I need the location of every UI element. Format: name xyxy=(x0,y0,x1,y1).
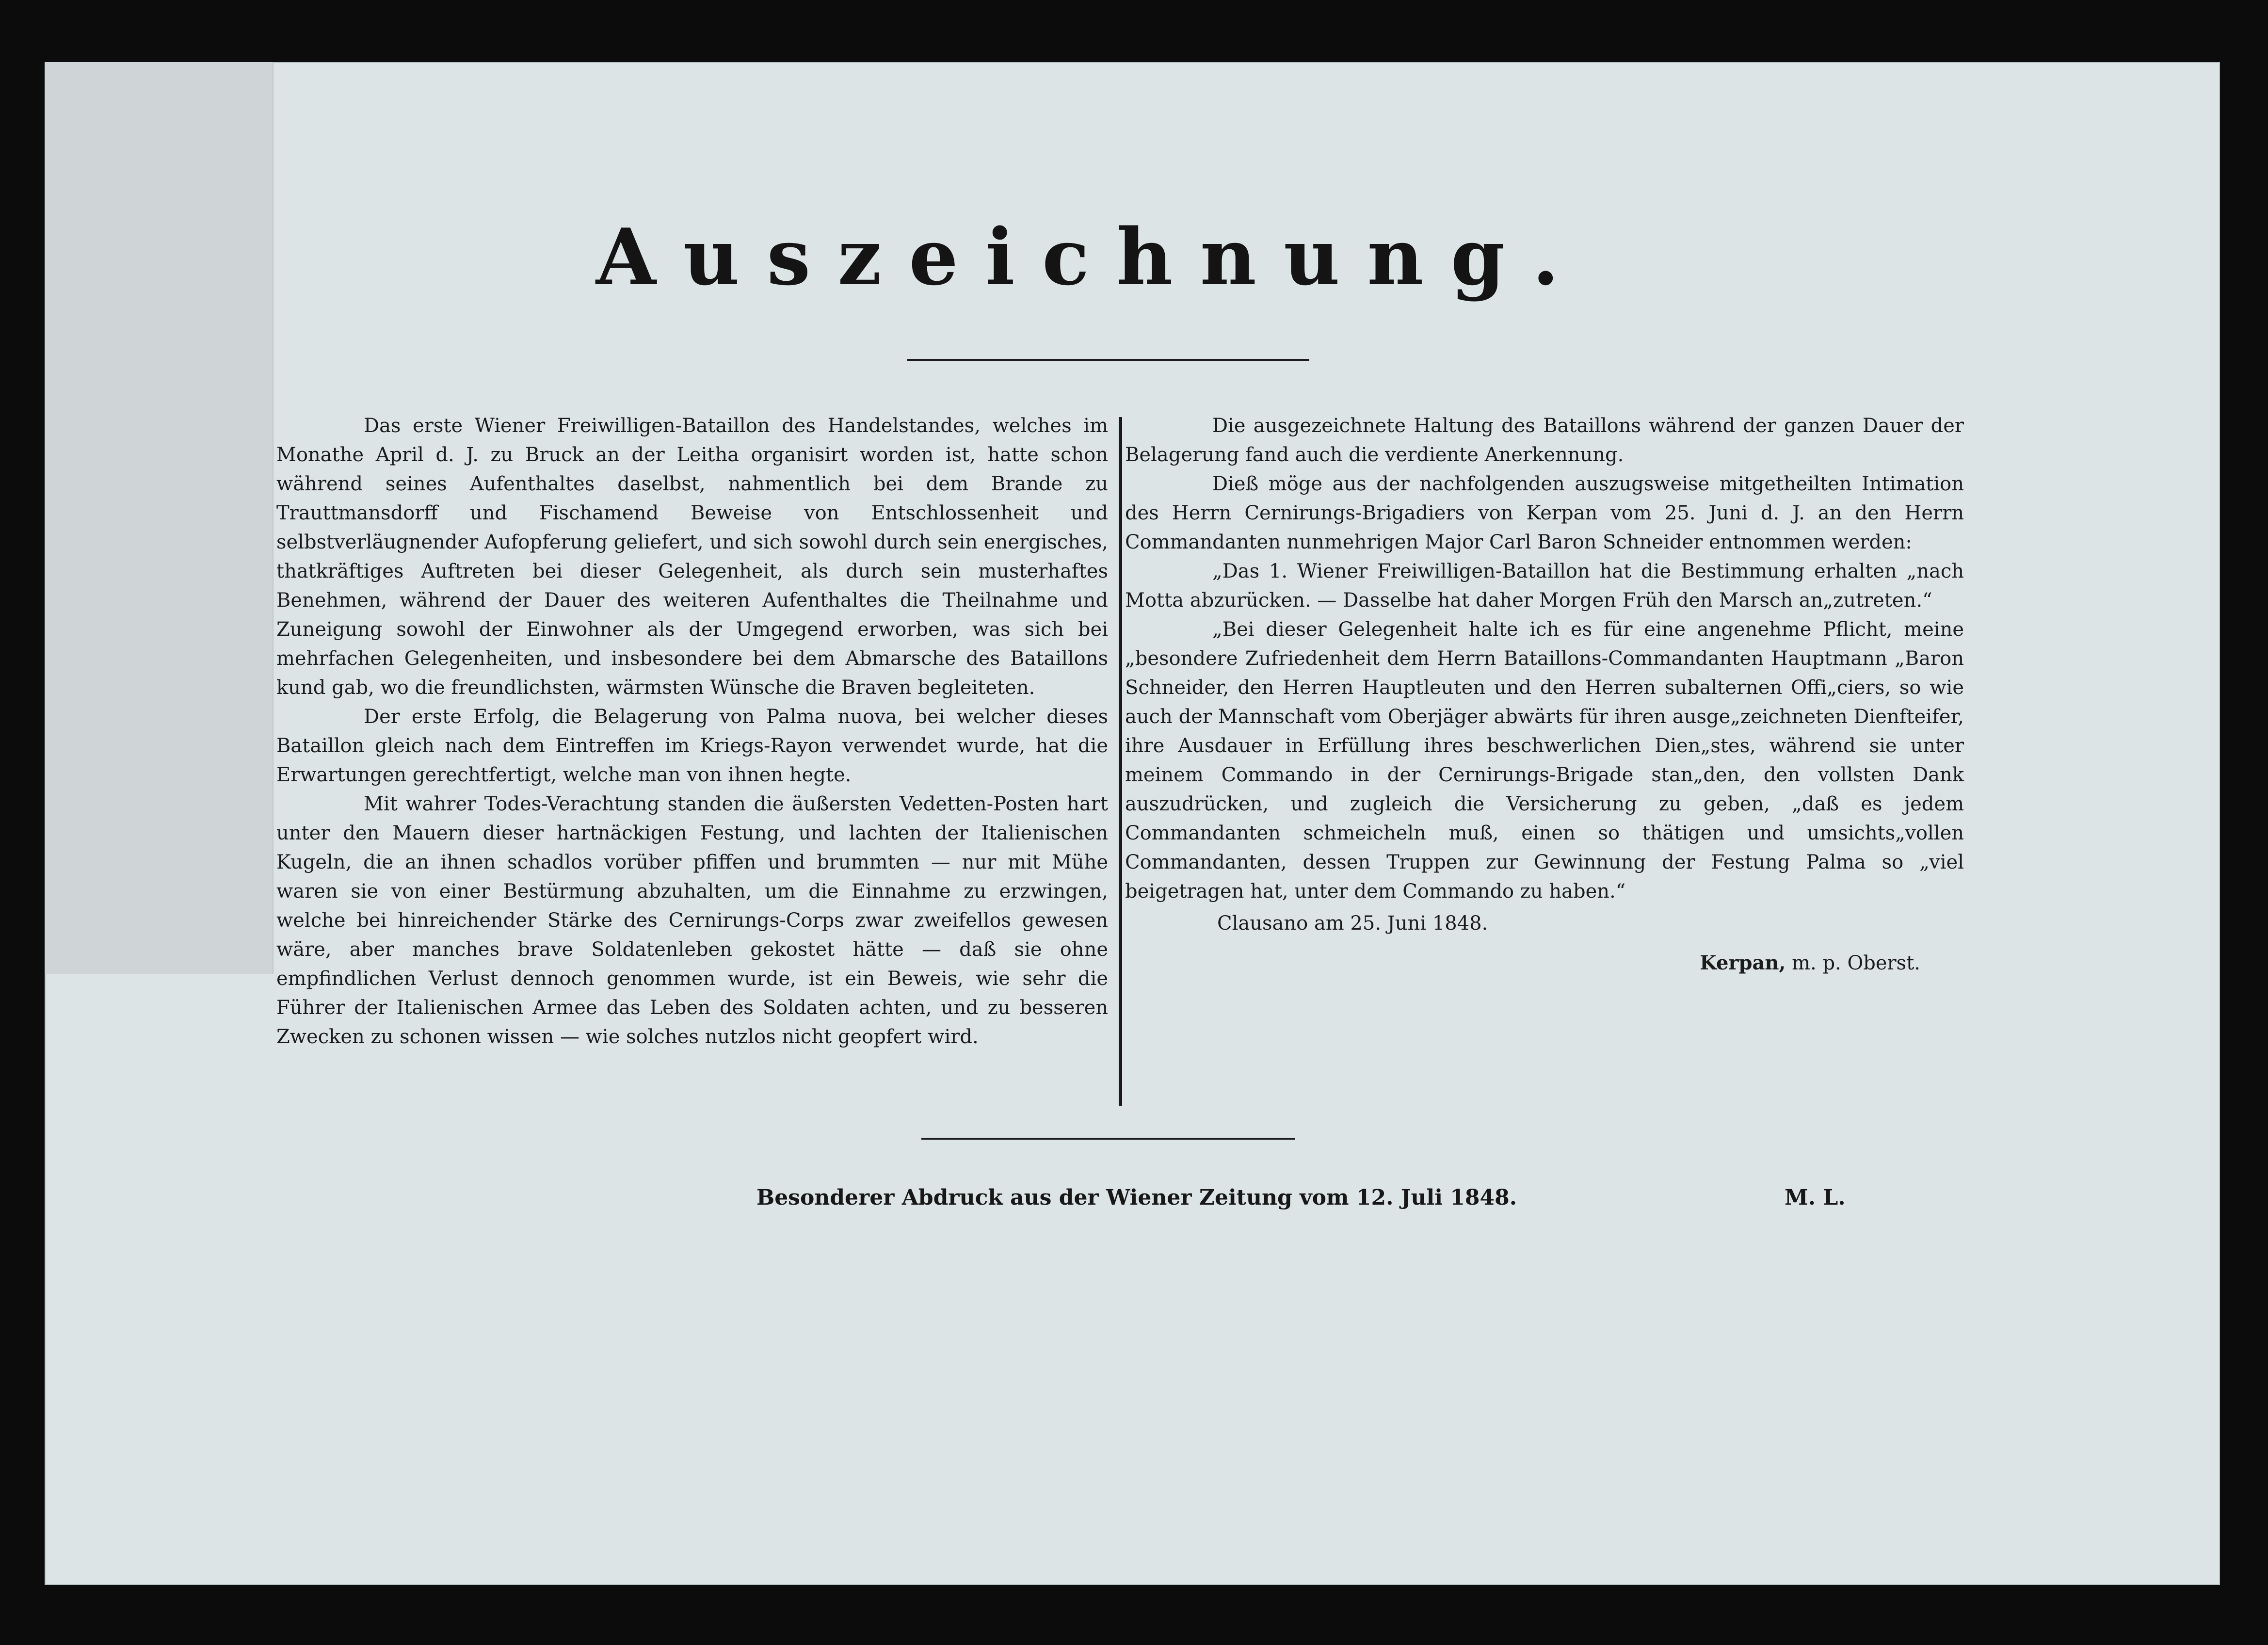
left-paragraph-1: Das erste Wiener Freiwilligen-Bataillon des Handelstandes, welches im Monathe April d. J. zu Bruck an der Leitha organisirt worden ist, hatte schon während seines Aufenthaltes daselbst, nahmentlich bei dem Brande zu Trauttmansdorff und Fischamend Beweise von Entschlossenheit und selbstverläugnender Aufopferung geliefert, und sich sowohl durch sein energisches, thatkräftiges Auftreten bei dieser Gelegenheit, als durch sein musterhaftes Benehmen, während der Dauer des weiteren Aufenthaltes die Theilnahme und Zuneigung sowohl der Einwohner als der Umgegend erworben, was sich bei mehrfachen Gelegenheiten, und insbesondere bei dem Abmarsche des Bataillons kund gab, wo die freundlichsten, wärmsten Wünsche die Braven begleiteten. xyxy=(276,415,1108,699)
right-column xyxy=(1125,411,1964,978)
footer-rule xyxy=(921,1138,1295,1140)
signature-suffix: m. p. Oberst. xyxy=(1792,952,1920,974)
left-paragraph-3: Mit wahrer Todes-Verachtung standen die äußersten Vedetten-Posten hart unter den Mauern dieser hartnäckigen Festung, und lachten der Italienischen Kugeln, die an ihnen schadlos vorüber pfiffen und brummten — nur mit Mühe waren sie von einer Bestürmung abzuhalten, um die Einnahme zu erzwingen, welche bei hinreichender Stärke des Cernirungs-Corps zwar zweifellos gewesen wäre, aber manches brave Soldatenleben gekostet hätte — daß sie ohne empfindlichen Verlust dennoch genommen wurde, ist ein Beweis, wie sehr die Führer der Italienischen Armee das Leben des Soldaten achten, und zu besseren Zwecken zu schonen wissen — wie solches nutzlos nicht geopfert wird. xyxy=(276,793,1108,1048)
signature xyxy=(1125,949,1964,978)
left-paragraph-2: Der erste Erfolg, die Belagerung von Palma nuova, bei welcher dieses Bataillon gleich nach dem Eintreffen im Kriegs-Rayon verwendet wurde, hat die Erwartungen gerechtfertigt, welche man von ihnen hegte. xyxy=(276,706,1108,786)
dateline: Clausano am 25. Juni 1848. xyxy=(1217,912,1488,935)
tissue-overlay xyxy=(45,62,273,974)
title-rule xyxy=(907,359,1309,361)
signature-name: Kerpan, xyxy=(1700,952,1786,974)
column-divider xyxy=(1119,417,1122,1106)
document-title: Auszeichnung. xyxy=(595,211,1587,303)
left-column xyxy=(276,411,1108,1051)
right-paragraph-3: „Das 1. Wiener Freiwilligen-Bataillon hat die Bestimmung erhalten „nach Motta abzurücken. — Dasselbe hat daher Morgen Früh den Marsch an„zutreten.“ xyxy=(1125,560,1964,612)
right-paragraph-1: Die ausgezeichnete Haltung des Bataillons während der ganzen Dauer der Belagerung fand auch die verdiente Anerkennung. xyxy=(1125,415,1964,466)
initials: M. L. xyxy=(1785,1185,1846,1210)
right-paragraph-4: „Bei dieser Gelegenheit halte ich es für eine angenehme Pflicht, meine „besondere Zufriedenheit dem Herrn Bataillons-Commandanten Hauptmann „Baron Schneider, den Herren Hauptleuten und den Herren subalternen Offi„ciers, so wie auch der Mannschaft vom Oberjäger abwärts für ihren ausge„zeichneten Dienfteifer, ihre Ausdauer in Erfüllung ihres beschwerlichen Dien„stes, während sie unter meinem Commando in der Cernirungs-Brigade stan„den, den vollsten Dank auszudrücken, und zugleich die Versicherung zu geben, „daß es jedem Commandanten schmeicheln muß, einen so thätigen und umsichts„vollen Commandanten, dessen Truppen zur Gewinnung der Festung Palma so „viel beigetragen hat, unter dem Commando zu haben.“ xyxy=(1125,618,1964,903)
imprint-line: Besonderer Abdruck aus der Wiener Zeitung vom 12. Juli 1848. xyxy=(756,1185,1517,1210)
right-paragraph-2: Dieß möge aus der nachfolgenden auszugsweise mitgetheilten Intimation des Herrn Cernirungs-Brigadiers von Kerpan vom 25. Juni d. J. an den Herrn Commandanten nunmehrigen Major Carl Baron Schneider entnommen werden: xyxy=(1125,473,1964,553)
